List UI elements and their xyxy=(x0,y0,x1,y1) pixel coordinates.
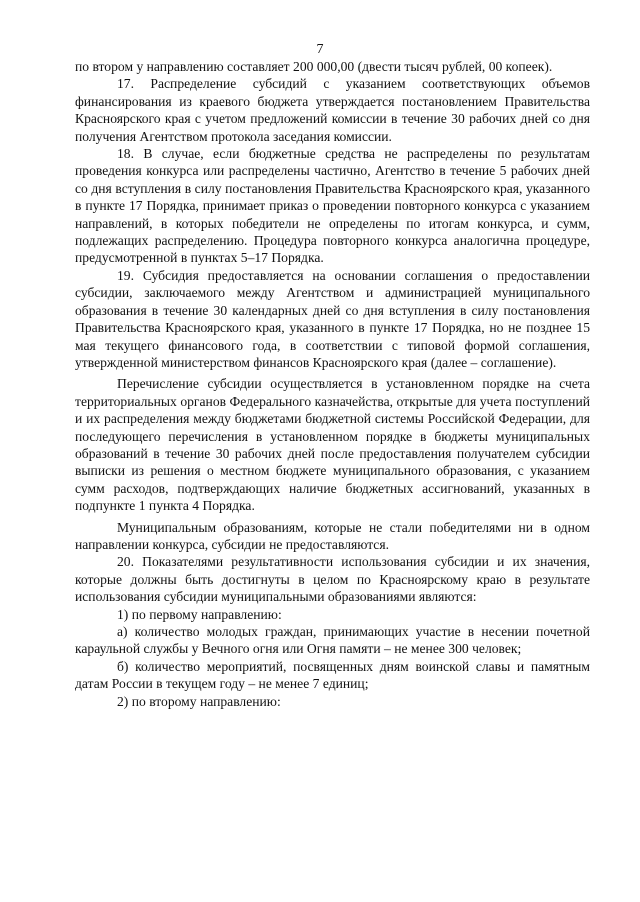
document-body xyxy=(75,58,590,710)
paragraph-amount-continuation: по втором у направлению составляет 200 000,00 (двести тысяч рублей, 00 копеек). xyxy=(75,59,553,74)
list-item-direction-1-b: б) количество мероприятий, посвященных дням воинской славы и памятным датам России в текущем году – не менее 7 единиц; xyxy=(75,658,590,692)
paragraph-subsidy-transfer: Перечисление субсидии осуществляется в установленном порядке на счета территориальных органов Федерального казначейства, открытые для учета поступлений и их распределения между бюджетами бюджетной системы Российской Федерации, для последующего перечисления в установленном порядке в бюджеты муниципальных образований в течение 30 рабочих дней после предоставления получателем субсидии выписки из решения о местном бюджете муниципального образования, с указанием сумм расходов, подтверждающих наличие бюджетных ассигнований, указанных в подпункте 1 пункта 4 Порядка. xyxy=(75,376,590,514)
list-item-direction-1-a: а) количество молодых граждан, принимающих участие в несении почетной караульной службы у Вечного огня или Огня памяти – не менее 300 человек; xyxy=(75,624,590,657)
paragraph-20: 20. Показателями результативности использования субсидии и их значения, которые должны быть достигнуты в целом по Красноярскому краю в результате использования субсидии муниципальными образованиями являются: xyxy=(75,554,590,605)
list-item-direction-2: 2) по второму направлению: xyxy=(117,693,281,709)
page-number: 7 xyxy=(316,42,324,57)
paragraph-non-winners: Муниципальным образованиям, которые не стали победителями ни в одном направлении конкурса, субсидии не предоставляются. xyxy=(75,519,590,552)
paragraph-17: 17. Распределение субсидий с указанием соответствующих объемов финансирования из краевого бюджета утверждается постановлением Правительства Красноярского края с учетом предложений комиссии в течение 30 рабочих дней со дня получения Агентством протокола заседания комиссии. xyxy=(75,76,590,144)
paragraph-18: 18. В случае, если бюджетные средства не распределены по результатам проведения конкурса или распределены частично, Агентство в течение 5 рабочих дней со дня вступления в силу постановления Правительства Красноярского края, указанного в пункте 17 Порядка, принимает приказ о проведении повторного конкурса с указанием направлений, в которых победители не определены по итогам конкурса, и сумм, подлежащих распределению. Процедура повторного конкурса аналогична процедуре, предусмотренной в пунктах 5–17 Порядка. xyxy=(75,146,590,266)
paragraph-19: 19. Субсидия предоставляется на основании соглашения о предоставлении субсидии, заключаемого между Агентством и администрацией муниципального образования в течение 30 календарных дней со дня вступления в силу постановления Правительства Красноярского края, указанного в пункте 17 Порядка, но не позднее 15 мая текущего финансового года, в соответствии с типовой формой соглашения, утвержденной министерством финансов Красноярского края (далее – соглашение). xyxy=(75,267,590,370)
list-item-direction-1: 1) по первому направлению: xyxy=(117,606,282,622)
